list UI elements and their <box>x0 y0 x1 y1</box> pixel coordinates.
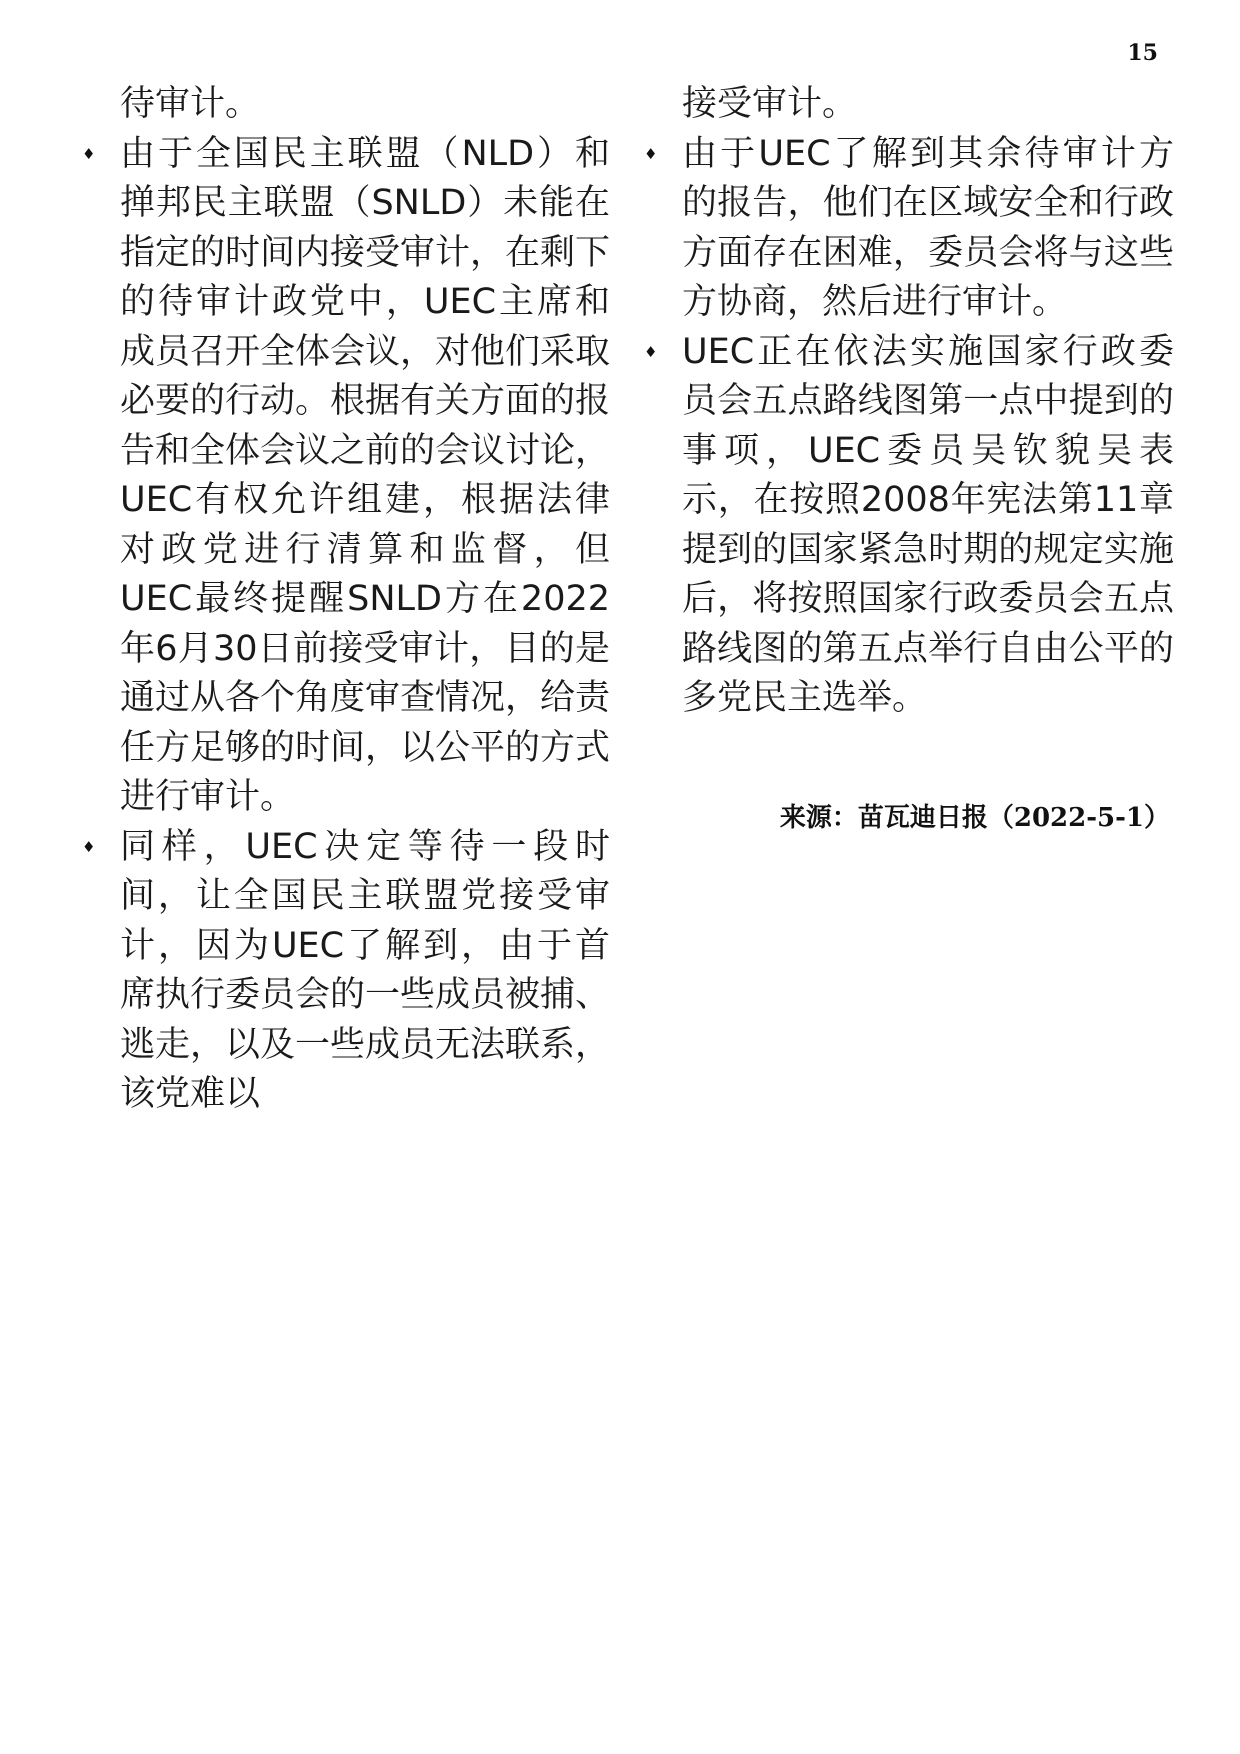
source-citation: 来源：苗瓦迪日报（2022-5-1） <box>779 802 1170 833</box>
left-column <box>80 80 610 1120</box>
continued-paragraph-text: 接受审计。 <box>682 84 858 124</box>
diamond-bullet-icon: ♦ <box>82 144 96 163</box>
right-column <box>642 80 1174 838</box>
list-item <box>80 823 610 1120</box>
list-item <box>642 328 1174 724</box>
continued-paragraph-text: 待审计。 <box>120 84 261 124</box>
bullet-list <box>80 130 610 1120</box>
bullet-text: UEC正在依法实施国家行政委员会五点路线图第一点中提到的事项，UEC委员吴钦貌吴表示，在按照2008年宪法第11章提到的国家紧急时期的规定实施后，将按照国家行政委员会五点路线图的第五点举行自由公平的多党民主选举。 <box>682 331 1174 718</box>
page-number: 15 <box>1127 40 1158 66</box>
bullet-text: 由于全国民主联盟（NLD）和掸邦民主联盟（SNLD）未能在指定的时间内接受审计，在剩下的待审计政党中，UEC主席和成员召开全体会议，对他们采取必要的行动。根据有关方面的报告和全体会议之前的会议讨论，UEC有权允许组建，根据法律对政党进行清算和监督，但UEC最终提醒SNLD方在2022年6月30日前接受审计，目的是通过从各个角度审查情况，给责任方足够的时间，以公平的方式进行审计。 <box>120 133 611 817</box>
diamond-bullet-icon: ♦ <box>82 837 96 856</box>
bullet-text: 由于UEC了解到其余待审计方的报告，他们在区域安全和行政方面存在困难，委员会将与这些方协商，然后进行审计。 <box>682 133 1174 322</box>
list-item <box>642 130 1174 328</box>
bullet-text: 同样，UEC决定等待一段时间，让全国民主联盟党接受审计，因为UEC了解到，由于首席执行委员会的一些成员被捕、逃走，以及一些成员无法联系，该党难以 <box>120 826 611 1114</box>
list-item <box>80 130 610 823</box>
diamond-bullet-icon: ♦ <box>644 342 658 361</box>
diamond-bullet-icon: ♦ <box>644 144 658 163</box>
bullet-list <box>642 130 1174 724</box>
